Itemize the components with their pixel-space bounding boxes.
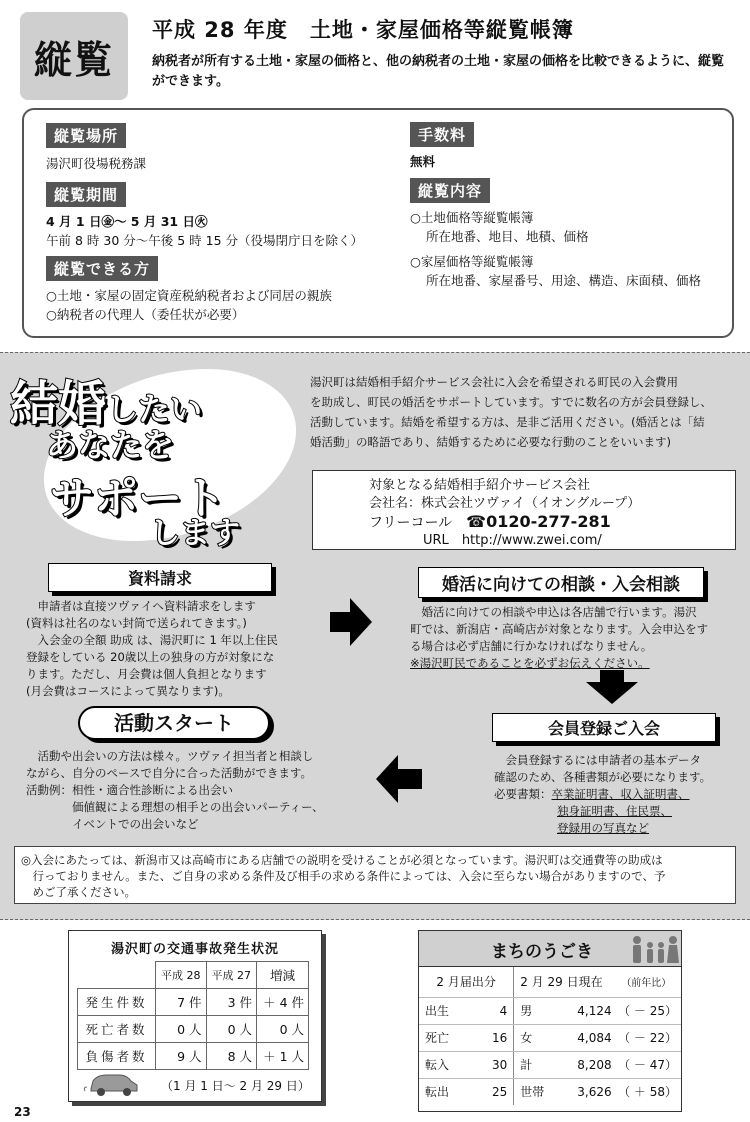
company-phone-row: フリーコール ☎0120-277-281	[369, 512, 611, 531]
table-row: 負傷者数 9 人 8 人 ＋ 1 人	[78, 1043, 309, 1070]
content-detail: 所在地番、家屋番号、用途、構造、床面積、価格	[426, 273, 702, 288]
table-row: 死亡者数 0 人 0 人 0 人	[78, 1016, 309, 1043]
fee-label: 手数料	[410, 122, 474, 147]
traffic-accident-box	[68, 930, 322, 1102]
traffic-accident-period: （1 月 1 日～ 2 月 29 日）	[161, 1079, 310, 1093]
fee-value: 無料	[410, 154, 436, 169]
company-info-box	[312, 470, 736, 550]
headline-line2: あなたを	[46, 426, 175, 464]
content-section	[410, 178, 701, 290]
arrow-left-icon	[398, 769, 422, 789]
marriage-note: ◎入会にあたっては、新潟市又は高崎市にある店舗での説明を受けることが必須となっています。湯沢町は交通費等の助成は 行っておりません。また、ご自身の求める条件及び相手の求める条件によっては、入会に至らない場合がありますので、予 めご了承ください。	[14, 846, 736, 904]
step-request-header: 資料請求	[48, 563, 272, 592]
place-label: 縦覧場所	[46, 123, 126, 148]
marriage-intro: 湯沢町は結婚相手紹介サービス会社に入会を希望される町民の入会費用 を助成し、町民の婚活をサポートしています。すでに数名の方が会員登録し、 活動しています。結婚を希望する方は、是非ご活用ください。(婚活とは「結 婚活動」の略語であり、結婚するために必要な行動のことをいいます)	[310, 375, 712, 449]
step-start-header: 活動スタート	[78, 706, 270, 740]
step-start-text: 活動や出会いの方法は様々。ツヴァイ担当者と相談し ながら、自分のペースで自分に合った活動ができます。 活動例：相性・適合性診断による出会い 価値観による理想の相手との出会いパーティー、 イベントでの出会いなど	[26, 749, 324, 831]
who-item: ○土地・家屋の固定資産税納税者および同居の親族	[46, 288, 332, 303]
company-name: 会社名：株式会社ツヴァイ（イオングループ）	[369, 496, 641, 511]
content-title: ○土地価格等縦覧帳簿	[410, 210, 534, 225]
family-icon	[629, 935, 679, 970]
table-row: 転出 25 世帯 3,626 （ ＋ 58）	[419, 1078, 681, 1105]
arrow-left-icon	[376, 755, 398, 803]
headline-line3: サポート	[50, 473, 226, 524]
col-header: 平成 28	[156, 962, 207, 989]
headline-line1: 結婚したい	[10, 376, 203, 432]
arrow-right-icon	[350, 598, 372, 646]
page-description: 納税者が所有する土地・家屋の価格と、他の納税者の土地・家屋の価格を比較できるように、縦覧ができます。	[152, 54, 725, 89]
step-register-text: 会員登録するには申請者の基本データ 確認のため、各種書類が必要になります。 必要書類：卒業証明書、収入証明書、 独身証明書、住民票、 登録用の写真など	[494, 753, 712, 835]
company-line: 対象となる結婚相手紹介サービス会社	[369, 478, 591, 493]
arrow-right-icon	[330, 612, 350, 632]
who-item: ○納税者の代理人（委任状が必要）	[46, 307, 245, 322]
place-value: 湯沢町役場税務課	[46, 156, 147, 171]
period-section	[46, 182, 363, 250]
company-url-row: URL http://www.zwei.com/	[423, 533, 602, 548]
arrow-down-icon	[586, 682, 638, 704]
table-row: 死亡 16 女 4,084 （ － 22）	[419, 1024, 681, 1051]
town-stats-title: まちのうごき	[419, 931, 681, 967]
period-label: 縦覧期間	[46, 182, 126, 207]
content-title: ○家屋価格等縦覧帳簿	[410, 254, 534, 269]
page-title: 平成 28 年度 土地・家屋価格等縦覧帳簿	[152, 18, 574, 42]
kanran-badge: 縦覧	[20, 12, 128, 100]
page-number: 23	[14, 1105, 31, 1119]
step-consult-header: 婚活に向けての相談・入会相談	[418, 567, 704, 598]
period-hours: 午前 8 時 30 分～午後 5 時 15 分（役場閉庁日を除く）	[46, 233, 364, 248]
period-date: 4 月 1 日㊎～ 5 月 31 日㊋	[46, 214, 208, 229]
town-stats-table	[419, 967, 681, 1105]
col-header: 2 月届出分	[419, 967, 514, 997]
fee-section	[410, 122, 474, 171]
company-url[interactable]: http://www.zwei.com/	[461, 533, 602, 548]
step-consult-text: 婚活に向けての相談や申込は各店舗で行います。湯沢 町では、新潟店・高崎店が対象となります。入会申込をす る場合は必ず店舗に行かなければなりません。 ※湯沢町民であることを必ずお伝えください。	[410, 605, 709, 670]
town-stats-box	[418, 930, 682, 1112]
company-phone: ☎0120-277-281	[466, 512, 611, 531]
step-register-header: 会員登録ご入会	[492, 713, 716, 742]
content-detail: 所在地番、地目、地積、価格	[426, 229, 589, 244]
table-row: 発生件数 7 件 3 件 ＋ 4 件	[78, 989, 309, 1016]
table-row: 転入 30 計 8,208 （ － 47）	[419, 1051, 681, 1078]
col-header: 平成 27	[206, 962, 257, 989]
who-section	[46, 256, 332, 324]
headline-line4: します	[150, 516, 240, 551]
col-header: 増減	[257, 962, 309, 989]
car-icon	[83, 1071, 141, 1101]
step-request-text: 申請者は直接ツヴァイへ資料請求をします (資料は社名のない封筒で送られてきます。) 入会金の全額 助成 は、湯沢町に 1 年以上住民 登録をしている 20歳以上の独身の方が対象にな ります。ただし、月会費は個人負担となります (月会費はコースによって異なります)。	[26, 599, 278, 698]
arrow-down-icon	[600, 670, 624, 682]
traffic-accident-table	[77, 961, 309, 1070]
col-header: 2 月 29 日現在	[514, 967, 612, 997]
table-row: 出生 4 男 4,124 （ － 25）	[419, 997, 681, 1024]
traffic-accident-title: 湯沢町の交通事故発生状況	[110, 942, 279, 957]
who-label: 縦覧できる方	[46, 256, 158, 281]
place-section	[46, 123, 146, 173]
content-label: 縦覧内容	[410, 178, 490, 203]
col-header: （前年比）	[612, 967, 681, 997]
